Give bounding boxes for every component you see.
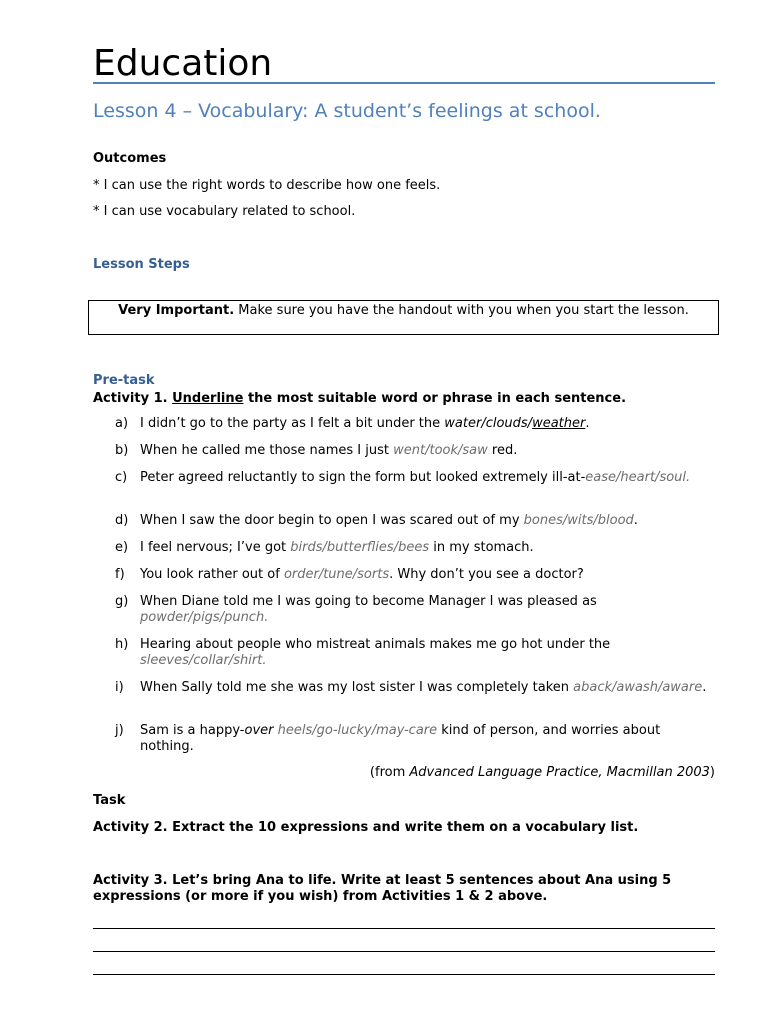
activity-2-instruction: Activity 2. Extract the 10 expressions and write them on a vocabulary list. bbox=[93, 820, 639, 835]
underlined-answer: weather bbox=[532, 416, 586, 431]
notice-text: Make sure you have the handout with you when you start the lesson. bbox=[234, 303, 689, 318]
activity-3-instruction: Activity 3. Let’s bring Ana to life. Write at least 5 sentences about Ana using 5 expressions (or more if you wish) from Activities 1 & 2 above. bbox=[93, 873, 672, 904]
list-item: b) When he called me those names I just went/took/saw red. bbox=[115, 443, 518, 458]
activity-1-instruction: Activity 1. Underline the most suitable word or phrase in each sentence. bbox=[93, 391, 627, 406]
title-divider bbox=[93, 82, 715, 84]
list-item: a) I didn’t go to the party as I felt a bit under the water/clouds/weather. bbox=[115, 416, 590, 431]
underline-word: Underline bbox=[172, 391, 244, 406]
list-item: f) You look rather out of order/tune/sorts. Why don’t you see a doctor? bbox=[115, 567, 584, 582]
outcome-item: * I can use the right words to describe how one feels. bbox=[93, 178, 441, 193]
page-title: Education bbox=[93, 43, 273, 84]
notice-label: Very Important. bbox=[118, 303, 235, 318]
outcome-item: * I can use vocabulary related to school. bbox=[93, 204, 356, 219]
lesson-steps-heading: Lesson Steps bbox=[93, 257, 190, 272]
lesson-subtitle: Lesson 4 – Vocabulary: A student’s feelings at school. bbox=[93, 100, 601, 122]
source-credit: (from Advanced Language Practice, Macmillan 2003) bbox=[369, 765, 715, 780]
pretask-heading: Pre-task bbox=[93, 373, 155, 388]
list-item: h) Hearing about people who mistreat animals makes me go hot under the sleeves/collar/shirt. bbox=[115, 637, 611, 668]
important-notice-box bbox=[88, 300, 719, 335]
list-item: j) Sam is a happy-over heels/go-lucky/may-care kind of person, and worries about nothing. bbox=[115, 723, 661, 754]
answer-line[interactable] bbox=[93, 951, 715, 952]
task-heading: Task bbox=[93, 793, 126, 808]
list-item: c) Peter agreed reluctantly to sign the form but looked extremely ill-at-ease/heart/soul. bbox=[115, 470, 691, 485]
list-item: i) When Sally told me she was my lost sister I was completely taken aback/awash/aware. bbox=[115, 680, 707, 695]
outcomes-heading: Outcomes bbox=[93, 151, 167, 166]
list-item: g) When Diane told me I was going to become Manager I was pleased as powder/pigs/punch. bbox=[115, 594, 597, 625]
answer-line[interactable] bbox=[93, 928, 715, 929]
list-item: d) When I saw the door begin to open I was scared out of my bones/wits/blood. bbox=[115, 513, 638, 528]
list-item: e) I feel nervous; I’ve got birds/butterflies/bees in my stomach. bbox=[115, 540, 534, 555]
answer-line[interactable] bbox=[93, 974, 715, 975]
